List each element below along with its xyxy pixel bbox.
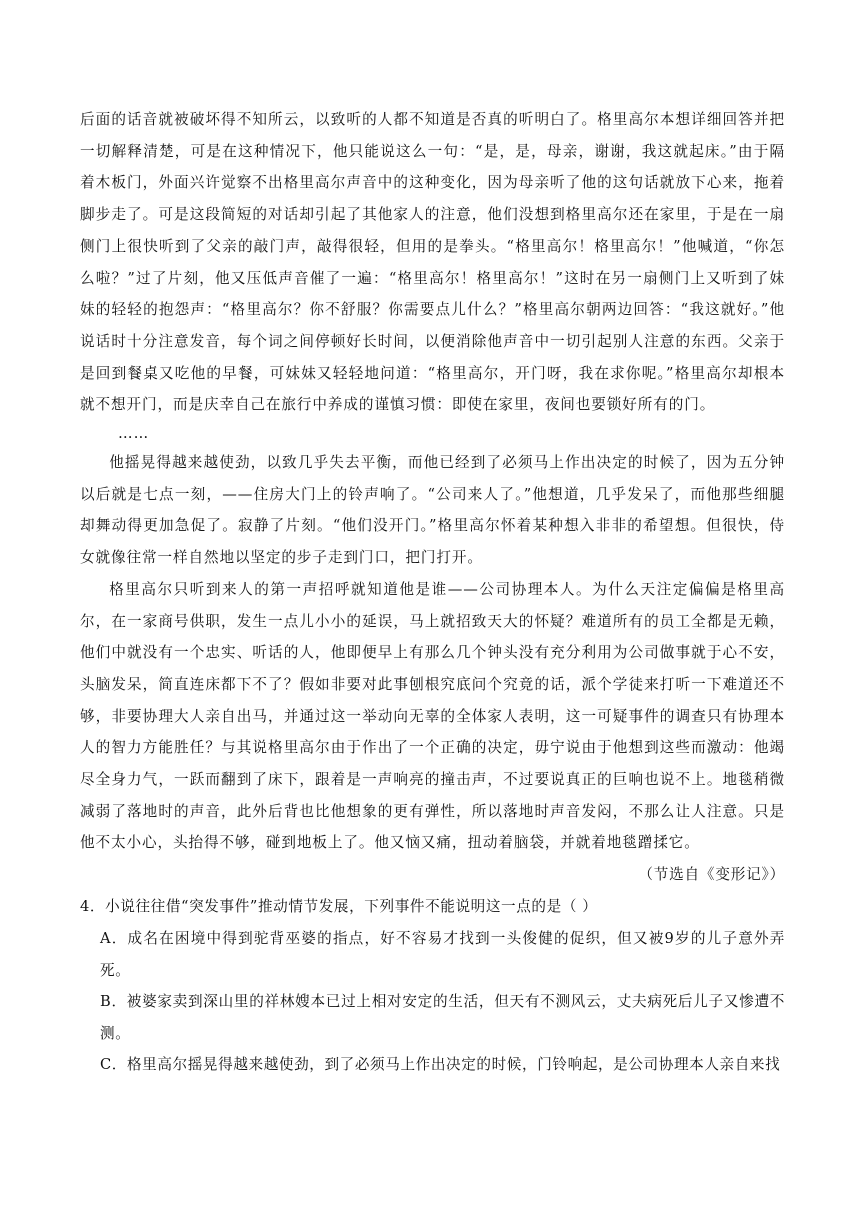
question-option-c: C．格里高尔摇晃得越来越使劲，到了必须马上作出决定的时候，门铃响起，是公司协理本人亲自来找 bbox=[100, 1056, 781, 1074]
document-content bbox=[80, 104, 785, 1081]
question-option-a: A．成名在困境中得到驼背巫婆的指点，好不容易才找到一头俊健的促织，但又被9岁的儿子意外弄死。 bbox=[100, 930, 785, 979]
passage-paragraph-2: 他摇晃得越来越使劲，以致几乎失去平衡，而他已经到了必须马上作出决定的时候了，因为五分钟以后就是七点一刻，——住房大门上的铃声响了。“公司来人了。”他想道，几乎发呆了，而他那些细腿却舞动得更加急促了。寂静了片刻。“他们没开门。”格里高尔怀着某种想入非非的希望想。但很快，侍女就像往常一样自然地以坚定的步子走到门口，把门打开。 bbox=[80, 454, 785, 567]
passage-paragraph-1: 后面的话音就被破坏得不知所云，以致听的人都不知道是否真的听明白了。格里高尔本想详细回答并把一切解释清楚，可是在这种情况下，他只能说这么一句：“是，是，母亲，谢谢，我这就起床。”由于隔着木板门，外面兴许觉察不出格里高尔声音中的这种变化，因为母亲听了他的这句话就放下心来，拖着脚步走了。可是这段简短的对话却引起了其他家人的注意，他们没想到格里高尔还在家里，于是在一扇侧门上很快听到了父亲的敲门声，敲得很轻，但用的是拳头。“格里高尔！格里高尔！”他喊道，“你怎么啦？”过了片刻，他又压低声音催了一遍：“格里高尔！格里高尔！”这时在另一扇侧门上又听到了妹妹的轻轻的抱怨声：“格里高尔？你不舒服？你需要点儿什么？”格里高尔朝两边回答：“我这就好。”他说话时十分注意发音，每个词之间停顿好长时间，以便消除他声音中一切引起别人注意的东西。父亲于是回到餐桌又吃他的早餐，可妹妹又轻轻地问道：“格里高尔，开门呀，我在求你呢。”格里高尔却根本就不想开门，而是庆幸自己在旅行中养成的谨慎习惯：即使在家里，夜间也要锁好所有的门。 bbox=[80, 111, 785, 414]
passage-ellipsis: …… bbox=[118, 425, 150, 443]
question-option-b: B．被婆家卖到深山里的祥林嫂本已过上相对安定的生活，但天有不测风云，丈夫病死后儿子又惨遭不测。 bbox=[100, 993, 785, 1042]
passage-paragraph-3: 格里高尔只听到来人的第一声招呼就知道他是谁——公司协理本人。为什么天注定偏偏是格里高尔，在一家商号供职，发生一点儿小小的延误，马上就招致天大的怀疑？难道所有的员工全都是无赖，他们中就没有一个忠实、听话的人，他即便早上有那么几个钟头没有充分利用为公司做事就于心不安，头脑发呆，简直连床都下不了？假如非要对此事刨根究底问个究竟的话，派个学徒来打听一下难道还不够，非要协理大人亲自出马，并通过这一举动向无辜的全体家人表明，这一可疑事件的调查只有协理本人的智力方能胜任？与其说格里高尔由于作出了一个正确的决定，毋宁说由于他想到这些而激动：他竭尽全身力气，一跃而翻到了床下，跟着是一声响亮的撞击声，不过要说真正的巨响也说不上。地毯稍微减弱了落地时的声音，此外后背也比他想象的更有弹性，所以落地时声音发闷，不那么让人注意。只是他不太小心，头抬得不够，碰到地板上了。他又恼又痛，扭动着脑袋，并就着地毯蹭揉它。 bbox=[80, 580, 785, 852]
question-stem: 4．小说往往借“突发事件”推动情节发展，下列事件不能说明这一点的是（ ） bbox=[80, 898, 598, 916]
passage-source: （节选自《变形记》） bbox=[638, 866, 785, 884]
